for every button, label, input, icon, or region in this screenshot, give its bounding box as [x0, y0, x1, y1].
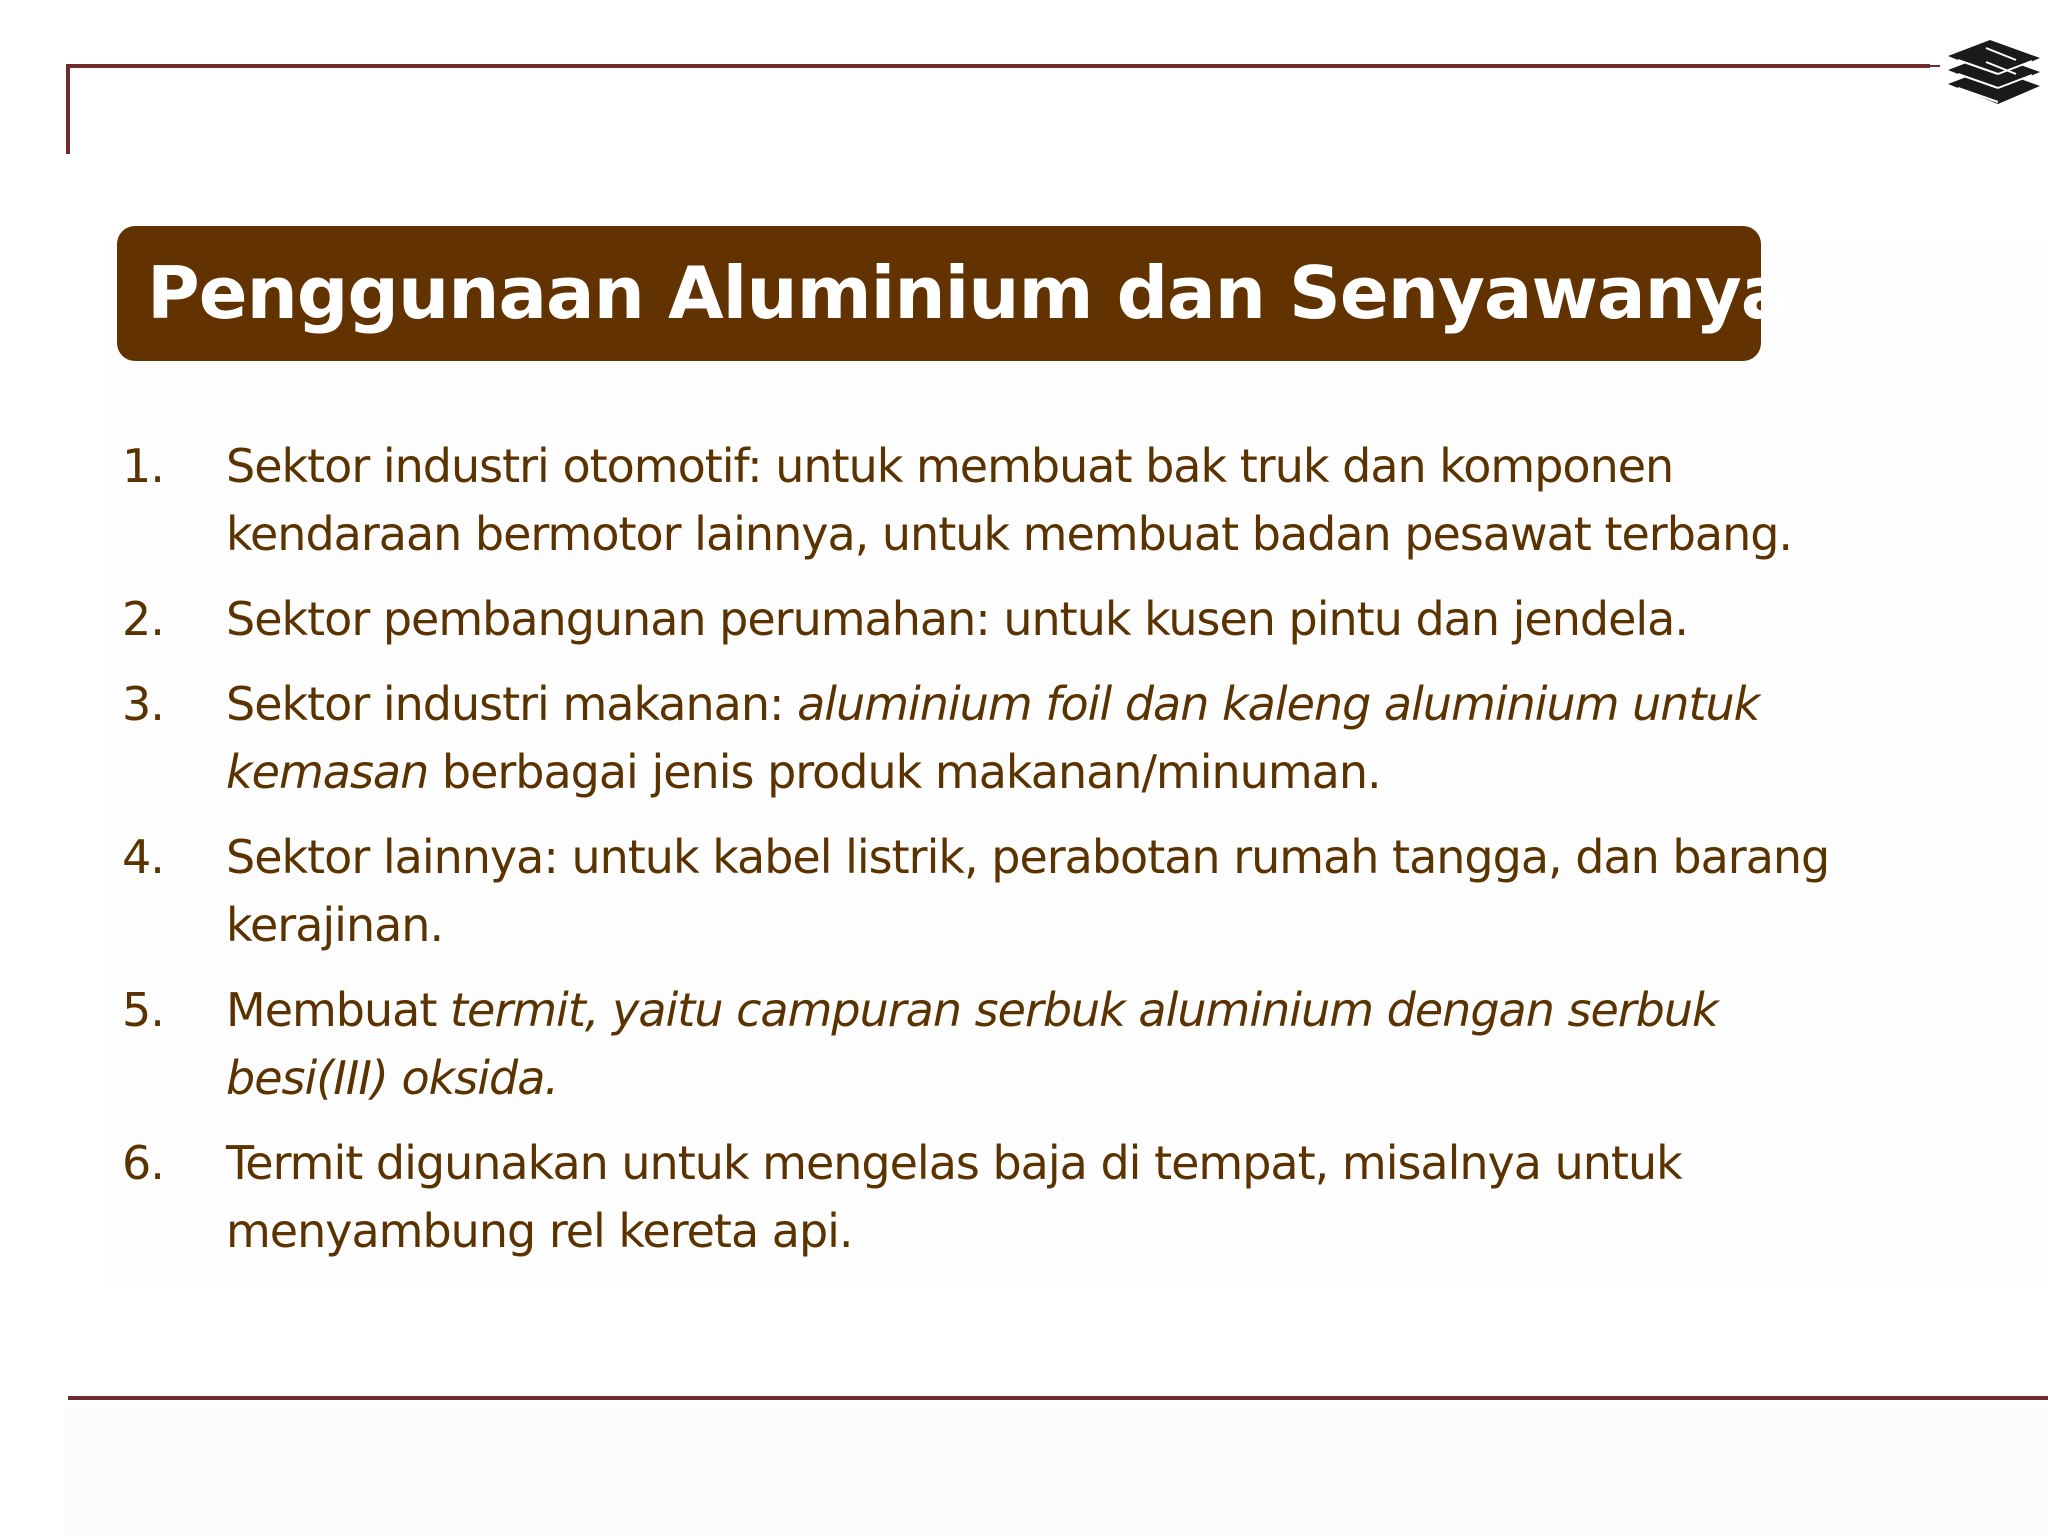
frame-top-line — [66, 64, 1930, 68]
item-text-line: Sektor lainnya: untuk kabel listrik, perabotan rumah tangga, dan barang — [226, 830, 1830, 884]
item-text-line — [226, 976, 1922, 1044]
list-number: 1. — [122, 439, 164, 493]
item-text-line: kendaraan bermotor lainnya, untuk membuat badan pesawat terbang. — [226, 507, 1793, 561]
footer-background — [64, 1404, 2048, 1536]
list-item-5 — [122, 976, 1922, 1112]
item-text-italic: aluminium foil dan kaleng aluminium untuk — [797, 677, 1760, 731]
item-text-plain: Membuat — [226, 983, 450, 1037]
list-number: 4. — [122, 830, 164, 884]
item-text-plain: berbagai jenis produk makanan/minuman. — [428, 745, 1381, 799]
item-text-line: Sektor pembangunan perumahan: untuk kusen pintu dan jendela. — [226, 592, 1688, 646]
frame-left-line — [66, 64, 70, 154]
usage-list — [122, 432, 1922, 1282]
item-text-line: menyambung rel kereta api. — [226, 1204, 853, 1258]
item-text-line: Termit digunakan untuk mengelas baja di tempat, misalnya untuk — [226, 1136, 1682, 1190]
list-number: 2. — [122, 592, 164, 646]
list-number: 5. — [122, 983, 164, 1037]
frame-top-line-tail — [1928, 65, 1940, 67]
list-item-2 — [122, 585, 1922, 653]
stacked-books-icon — [1946, 36, 2042, 106]
frame-bottom-line — [68, 1396, 2048, 1400]
list-item-3 — [122, 670, 1922, 806]
item-text-italic: kemasan — [226, 745, 429, 799]
list-number: 6. — [122, 1136, 164, 1190]
item-text-line: kerajinan. — [226, 898, 444, 952]
item-text-line — [226, 670, 1922, 738]
list-item-4 — [122, 823, 1922, 959]
item-text-plain: Sektor industri makanan: — [226, 677, 798, 731]
list-number: 3. — [122, 677, 164, 731]
list-item-1 — [122, 432, 1922, 568]
item-text-line — [226, 738, 1922, 806]
item-text-line: Sektor industri otomotif: untuk membuat bak truk dan komponen — [226, 439, 1674, 493]
slide-title: Penggunaan Aluminium dan Senyawanya — [147, 251, 1789, 335]
item-text-italic: besi(III) oksida. — [226, 1051, 558, 1105]
item-text-italic: termit, yaitu campuran serbuk aluminium dengan serbuk — [450, 983, 1718, 1037]
list-item-6 — [122, 1129, 1922, 1265]
title-banner — [117, 226, 1789, 361]
